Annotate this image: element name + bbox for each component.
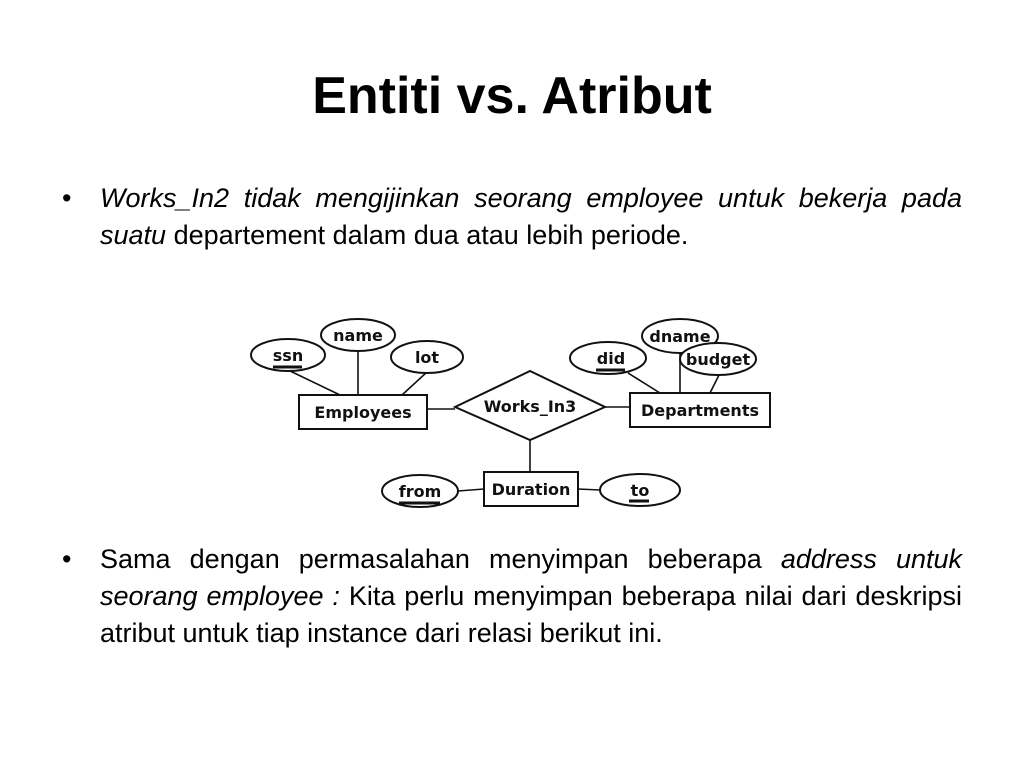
bullet-text (100, 541, 985, 652)
connector-budget-departments (710, 373, 720, 393)
attribute-from-label: from (398, 482, 442, 501)
connector-to-duration (578, 489, 600, 490)
slide-title: Entiti vs. Atribut (312, 67, 712, 125)
bullet-item-address (62, 541, 985, 652)
attribute-name-label: name (333, 326, 383, 345)
relationship-works-in3-label: Works_In3 (483, 397, 577, 416)
connector-did-departments (628, 373, 660, 393)
bullet-text-regular: Sama dengan permasalahan menyimpan beberapa (100, 544, 781, 574)
bullet-text-regular: Kita perlu menyimpan beberapa nilai dari deskripsi atribut untuk tiap instance dari relasi berikut ini. (100, 581, 962, 648)
er-diagram (240, 310, 800, 525)
connector-ssn-employees (288, 370, 340, 395)
attribute-budget-label: budget (685, 350, 751, 369)
attribute-dname-label: dname (649, 327, 711, 346)
entity-employees-label: Employees (314, 403, 412, 422)
bullet-text-regular: departement dalam dua atau lebih periode. (166, 220, 689, 250)
bullet-marker: • (62, 544, 72, 574)
attribute-lot-label: lot (414, 348, 440, 367)
bullet-text-italic: Works_In2 tidak mengijinkan seorang employee untuk bekerja pada suatu (100, 183, 962, 250)
connector-lot-employees (402, 372, 427, 395)
bullet-marker: • (62, 183, 72, 213)
bullet-item-works-in2 (62, 180, 962, 254)
bullet-text-italic: address untuk seorang employee : (100, 544, 985, 611)
attribute-ssn-label: ssn (272, 346, 304, 365)
attribute-did-label: did (596, 349, 626, 368)
attribute-to-label: to (630, 481, 650, 500)
bullet-text (100, 180, 962, 254)
entity-duration-label: Duration (491, 480, 571, 499)
entity-departments-label: Departments (640, 401, 760, 420)
connector-from-duration (458, 489, 484, 491)
